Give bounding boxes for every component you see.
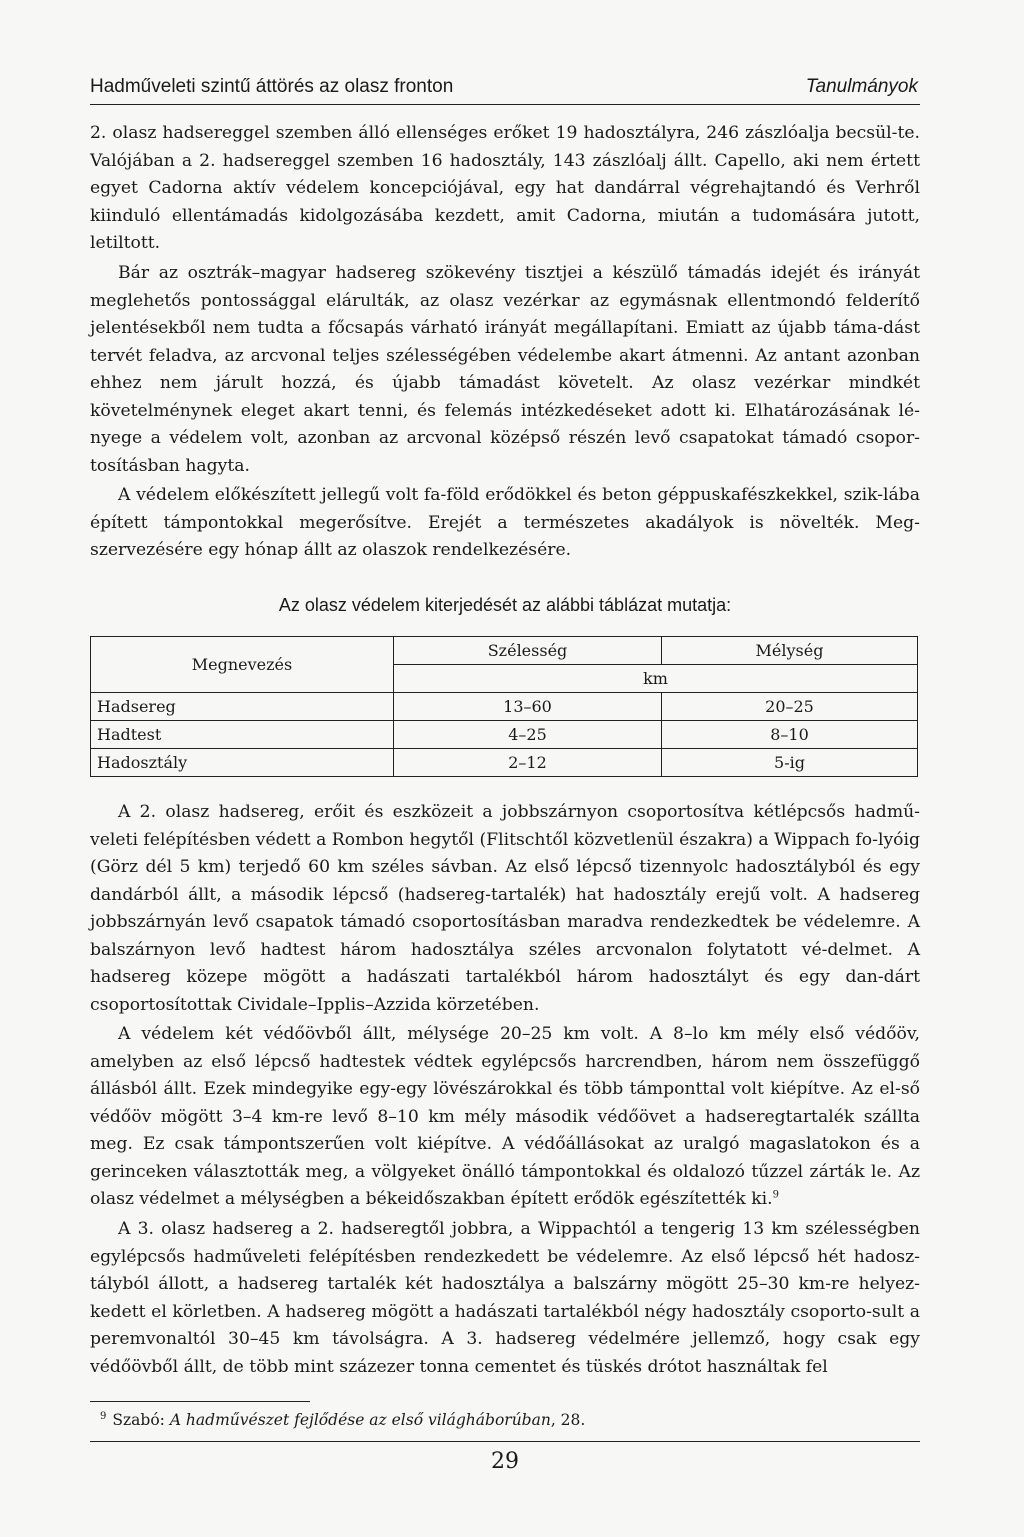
footnote bbox=[100, 1411, 585, 1429]
paragraph-5 bbox=[90, 1021, 920, 1214]
footnote-page: , 28. bbox=[550, 1411, 586, 1430]
table-header-depth: Mélység bbox=[662, 637, 918, 665]
paragraph-2: Bár az osztrák–magyar hadsereg szökevény tisztjei a készülő támadás idejét és irányát meglehetős pontossággal elárulták, az olasz vezérkar az egymásnak ellentmondó felderítő jelentésekből nem tudta a főcsapás várható irányát megállapítani. Emiatt az újabb táma-dást tervét feladva, az arcvonal teljes szélességében védelembe akart átmenni. Az antant azonban ehhez nem járult hozzá, és újabb támadást követelt. Az olasz vezérkar mindkét követelménynek eleget akart tenni, és felemás intézkedéseket adott ki. Elhatározásának lé-nyege a védelem volt, azonban az arcvonal középső részén levő csapatokat támadó csopor-tosításban hagyta. bbox=[90, 263, 920, 476]
footnote-title: A hadművészet fejlődése az első világháborúban bbox=[169, 1411, 551, 1430]
footnote-rule bbox=[90, 1401, 310, 1402]
table-cell-name: Hadtest bbox=[91, 721, 394, 749]
table-cell-name: Hadosztály bbox=[91, 749, 394, 777]
table-cell-width: 4–25 bbox=[394, 721, 662, 749]
table-header-width: Szélesség bbox=[394, 637, 662, 665]
table-header-unit: km bbox=[394, 665, 918, 693]
footnote-reference: 9 bbox=[772, 1189, 779, 1201]
footnote-author: Szabó: bbox=[112, 1411, 170, 1430]
running-header bbox=[90, 74, 920, 105]
page-number: 29 bbox=[491, 1449, 519, 1474]
table-cell-name: Hadsereg bbox=[91, 693, 394, 721]
table-caption: Az olasz védelem kiterjedését az alábbi táblázat mutatja: bbox=[278, 595, 732, 615]
table-row bbox=[91, 721, 918, 749]
paragraph-6: A 3. olasz hadsereg a 2. hadseregtől jobbra, a Wippachtól a tengerig 13 km szélességben egylépcsős hadműveleti felépítésben rendezkedett be védelemre. Az első lépcső hét hadosz-tályból állott, a hadsereg tartalék két hadosztálya a balszárny mögött 25–30 km-re helyez-kedett el körletben. A hadsereg mögött a hadászati tartalékból négy hadosztály csoporto-sult a peremvonaltól 30–45 km távolságra. A 3. hadsereg védelmére jellemző, hogy csak egy védőövből állt, de több mint százezer tonna cementet és tüskés drótot használtak fel bbox=[90, 1219, 920, 1377]
footnote-number: 9 bbox=[100, 1411, 107, 1422]
paragraph-5-text: A védelem két védőövből állt, mélysége 20–25 km volt. A 8–lo km mély első védőöv, amelyben az első lépcső hadtestek védtek egylépcsős harcrendben, három nem összefüggő állásból állt. Ezek mindegyike egy-egy lövészárokkal és több támponttal volt kiépítve. Az el-ső védőöv mögött 3–4 km-re levő 8–10 km mély második védőövet a hadseregtartalék szállta meg. Ez csak támpontszerűen volt kiépítve. A védőállásokat az uralgó magaslatokon és a gerinceken választották meg, a völgyeket önálló támpontokkal és oldalozó tűzzel zárták le. Az olasz védelmet a mélységben a békeidőszakban épített erődök egészítették ki. bbox=[90, 1024, 920, 1209]
table-header-name: Megnevezés bbox=[91, 637, 394, 693]
header-section: Tanulmányok bbox=[805, 76, 918, 97]
table-cell-width: 13–60 bbox=[394, 693, 662, 721]
header-title: Hadműveleti szintű áttörés az olasz fronton bbox=[90, 76, 454, 97]
table-cell-depth: 20–25 bbox=[662, 693, 918, 721]
table-row bbox=[91, 749, 918, 777]
table-row bbox=[91, 693, 918, 721]
table-cell-depth: 8–10 bbox=[662, 721, 918, 749]
table-cell-width: 2–12 bbox=[394, 749, 662, 777]
defense-extent-table bbox=[90, 636, 918, 777]
bottom-rule bbox=[90, 1441, 920, 1442]
table-cell-depth: 5-ig bbox=[662, 749, 918, 777]
paragraph-1: 2. olasz hadsereggel szemben álló ellenséges erőket 19 hadosztályra, 246 zászlóalja becsül-te. Valójában a 2. hadsereggel szemben 16 hadosztály, 143 zászlóalj állt. Capello, aki nem értett egyet Cadorna aktív védelem koncepciójával, egy hat dandárral végrehajtandó és Verhről kiinduló ellentámadás kidolgozásába kezdett, amit Cadorna, miután a tudomására jutott, letiltott. bbox=[90, 123, 920, 253]
paragraph-3: A védelem előkészített jellegű volt fa-föld erődökkel és beton géppuskafészkekkel, szik-lába épített támpontokkal megerősítve. Erejét a természetes akadályok is növelték. Meg-szervezésére egy hónap állt az olaszok rendelkezésére. bbox=[90, 485, 920, 560]
paragraph-4: A 2. olasz hadsereg, erőit és eszközeit a jobbszárnyon csoportosítva kétlépcsős hadmű-veleti felépítésben védett a Rombon hegytől (Flitschtől közvetlenül északra) a Wippach fo-lyóig (Görz dél 5 km) terjedő 60 km széles sávban. Az első lépcső tizennyolc hadosztályból és egy dandárból állt, a második lépcső (hadsereg-tartalék) hat hadosztály erejű volt. A hadsereg jobbszárnyán levő csapatok támadó csoportosításban maradva rendezkedtek be védelemre. A balszárnyon levő hadtest három hadosztálya széles arcvonalon folytatott vé-delmet. A hadsereg közepe mögött a hadászati tartalékból három hadosztályt és egy dan-dárt csoportosítottak Cividale–Ipplis–Azzida körzetében. bbox=[90, 802, 920, 1015]
